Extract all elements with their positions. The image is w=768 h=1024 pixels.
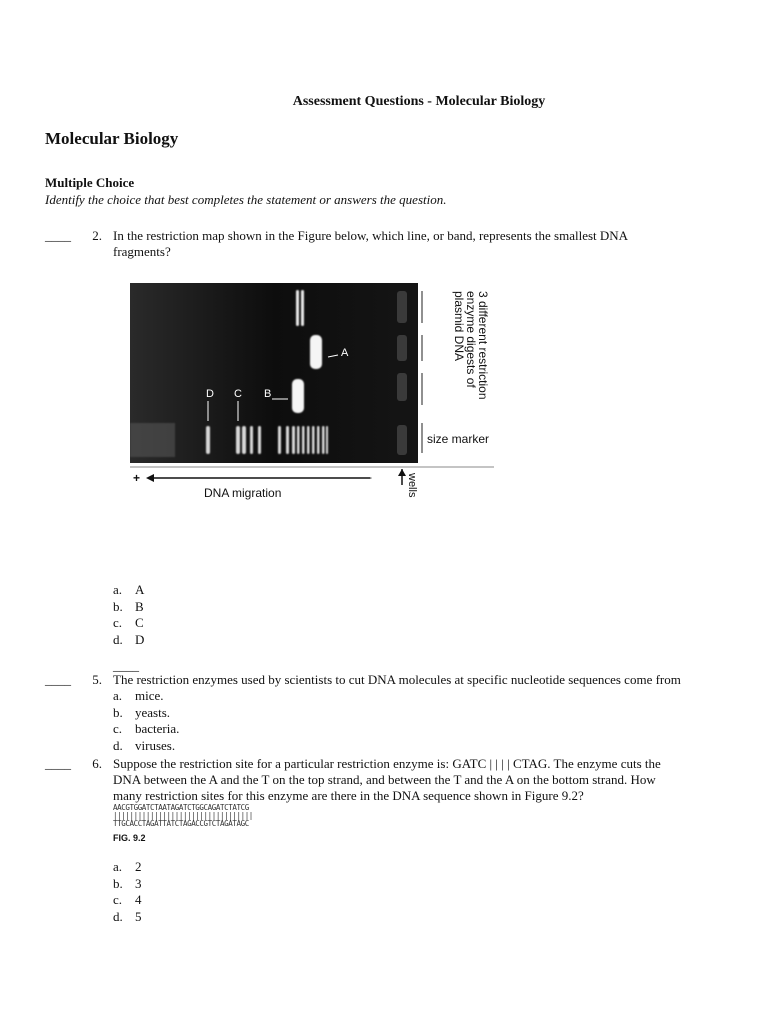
option-d[interactable]: d. viruses. [113,737,176,753]
question-5-options [113,688,179,754]
answer-blank[interactable]: ____ [45,228,71,243]
section-title: Molecular Biology [45,129,179,148]
option-a[interactable]: a. mice. [113,688,164,703]
band-A [310,335,322,369]
option-d[interactable]: d. 5 [113,908,142,924]
wells-label: wells [406,473,418,498]
base-pair-bonds: |||||||||||||||||||||||||||||||||| [113,811,253,820]
question-text-continued: DNA between the A and the T on the top strand, and between the T and the A on the bottom strand. How [113,772,656,787]
label-A: A [341,347,349,359]
band-B [292,379,304,413]
side-label-line2: enzyme digests of [464,291,478,388]
question-text: The restriction enzymes used by scientists to cut DNA molecules at specific nucleotide sequences come from [113,672,681,687]
side-label-line3: plasmid DNA [452,291,466,362]
question-text: In the restriction map shown in the Figure below, which line, or band, represents the smallest DNA [113,228,629,243]
option-a[interactable]: a. A [113,582,145,597]
option-c[interactable]: c. bacteria. [113,721,180,736]
minus-sign: - [368,470,372,484]
option-b[interactable]: b. B [113,598,144,614]
side-label-line1: 3 different restriction [476,291,490,400]
question-6-options [113,859,142,925]
document-title: Assessment Questions - Molecular Biology [292,94,546,109]
size-marker-label: size marker [427,432,490,446]
gel-smear [130,423,175,457]
question-number: 6. [92,756,102,771]
dna-sequence-figure [113,804,253,843]
section-subheading: Multiple Choice [45,175,135,190]
question-number: 2. [92,228,102,243]
migration-label: DNA migration [204,486,282,500]
option-b[interactable]: b. yeasts. [113,704,171,720]
answer-blank[interactable]: ____ [45,756,71,771]
question-text: Suppose the restriction site for a particular restriction enzyme is: GATC | | | | CTAG. The enzyme cuts the [113,756,661,771]
label-C: C [234,388,242,400]
label-B: B [264,388,272,400]
label-D: D [206,388,214,400]
option-d[interactable]: d. D [113,631,145,647]
question-2-options [113,582,144,648]
question-text-continued-2: many restriction sites for this enzyme are there in the DNA sequence shown in Figure 9.2? [113,788,584,803]
answer-blank[interactable]: ____ [45,672,71,687]
option-a[interactable]: a. 2 [113,859,142,874]
gel-electrophoresis-figure [130,283,500,503]
top-strand: AACGTGGATCTAATAGATCTGGCAGATCTATCG [113,803,249,812]
question-number: 5. [92,672,102,687]
separator-line: ____ [113,658,139,673]
plus-sign: + [133,471,141,485]
option-c[interactable]: c. 4 [113,892,142,907]
option-b[interactable]: b. 3 [113,875,142,891]
question-text-continued: fragments? [113,244,171,259]
bottom-strand: TTGCACCTAGATTATCTAGACCGTCTAGATAGC [113,819,249,828]
option-c[interactable]: c. C [113,615,144,630]
figure-caption: FIG. 9.2 [113,833,146,843]
instructions: Identify the choice that best completes the statement or answers the question. [45,192,447,207]
